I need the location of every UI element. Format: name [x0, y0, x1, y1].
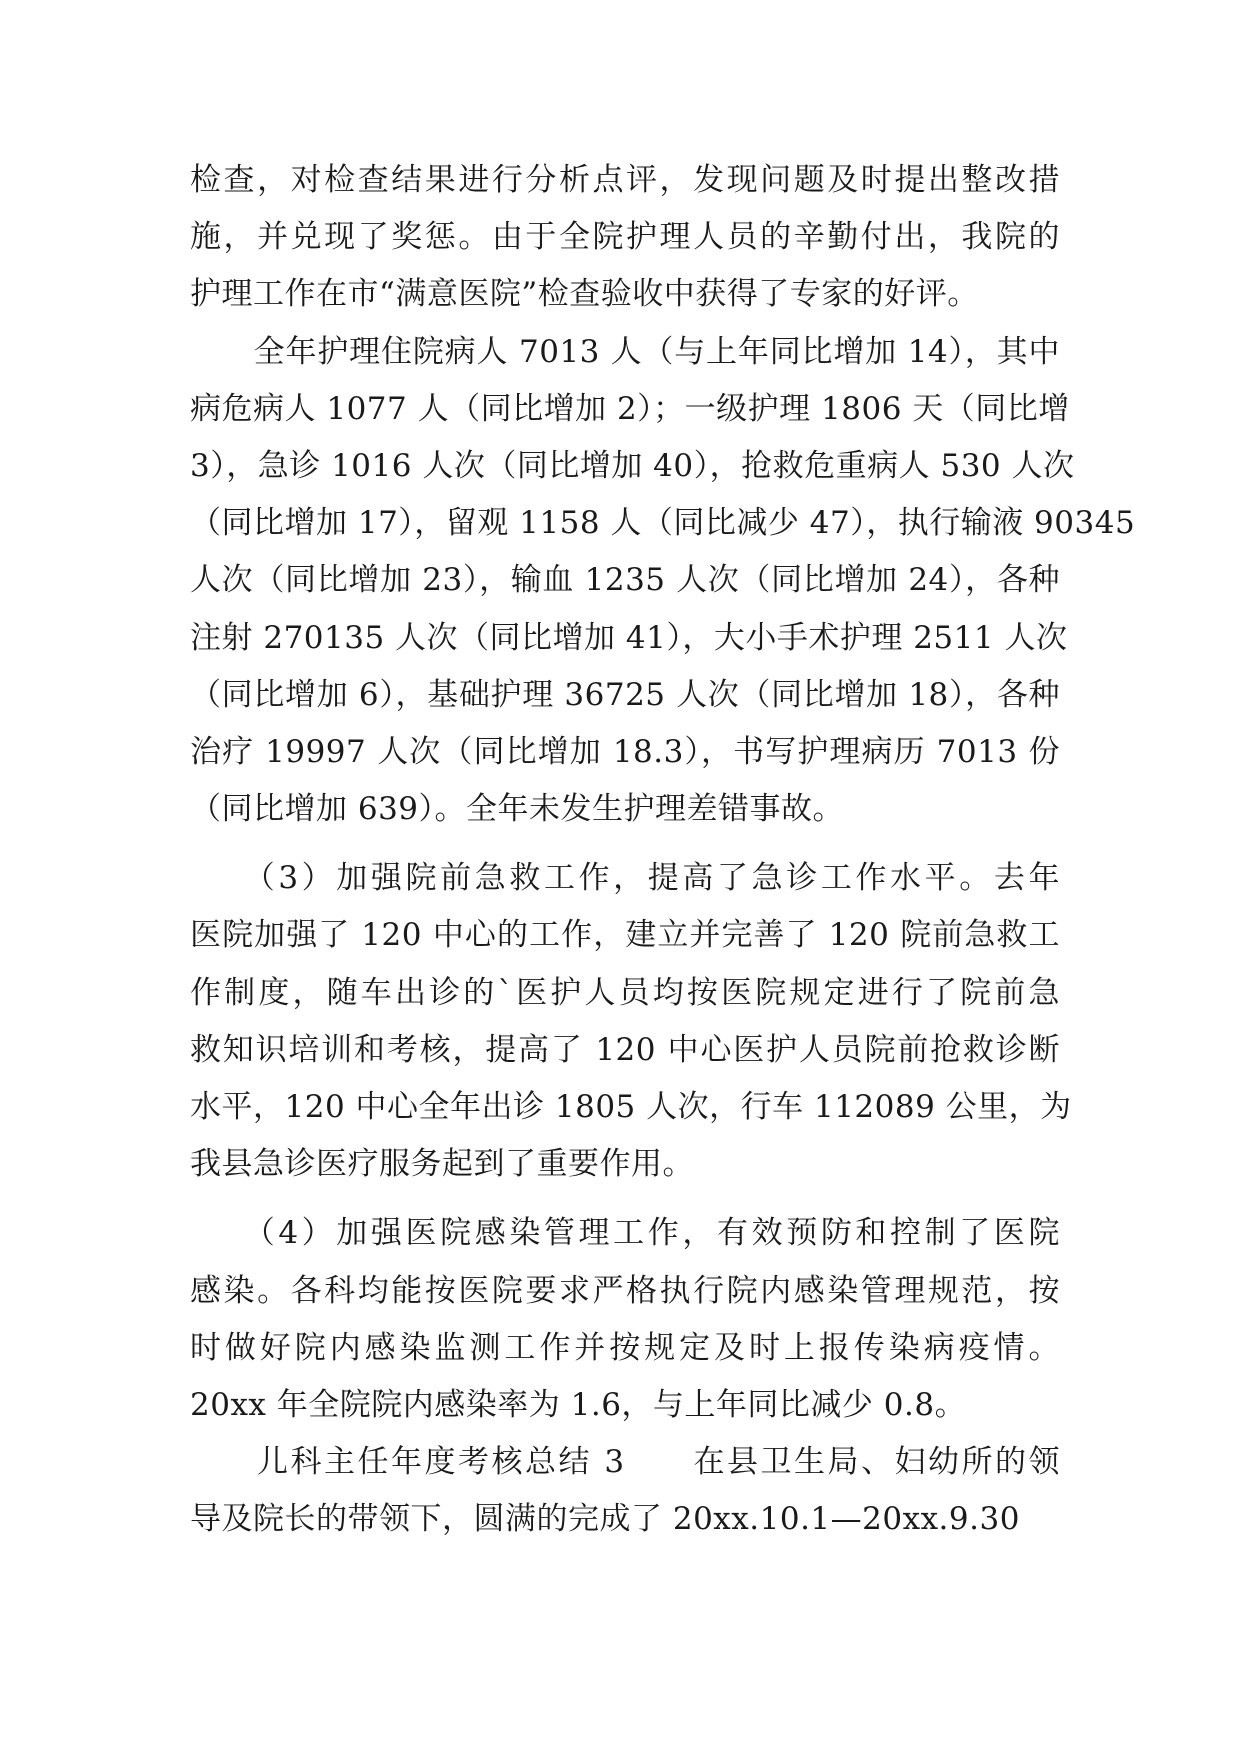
text-line: 3），急诊 1016 人次（同比增加 40），抢救危重病人 530 人次 — [190, 447, 1075, 484]
text-line: 儿科主任年度考核总结 3 在县卫生局、妇幼所的领 — [190, 1444, 1060, 1481]
text-line: 护理工作在市“满意医院”检查验收中获得了专家的好评。 — [190, 276, 979, 313]
text-line: 全年护理住院病人 7013 人（与上年同比增加 14），其中 — [190, 333, 1060, 370]
text-line: 医院加强了 120 中心的工作，建立并完善了 120 院前急救工 — [190, 917, 1060, 954]
text-line: 检查，对检查结果进行分析点评，发现问题及时提出整改措 — [190, 162, 1060, 198]
paragraph-2 — [190, 324, 1136, 839]
text-line: 治疗 19997 人次（同比增加 18.3），书写护理病历 7013 份 — [190, 733, 1060, 770]
paragraph-3 — [190, 850, 1072, 1193]
paragraph-spacer — [190, 1193, 1060, 1205]
text-line: （同比增加 639）。全年未发生护理差错事故。 — [190, 791, 845, 828]
text-line: 作制度，随车出诊的`医护人员均按医院规定进行了院前急 — [190, 974, 1060, 1011]
text-line: 人次（同比增加 23），输血 1235 人次（同比增加 24），各种 — [190, 562, 1060, 599]
text-line: 感染。各科均能按医院要求严格执行院内感染管理规范，按 — [190, 1272, 1060, 1309]
text-line: （4）加强医院感染管理工作，有效预防和控制了医院 — [190, 1215, 1060, 1252]
text-line: 施，并兑现了奖惩。由于全院护理人员的辛勤付出，我院的 — [190, 219, 1060, 256]
text-line: 时做好院内感染监测工作并按规定及时上报传染病疫情。 — [190, 1329, 1060, 1366]
text-line: 20xx 年全院院内感染率为 1.6，与上年同比减少 0.8。 — [190, 1386, 967, 1423]
paragraph-spacer — [190, 838, 1060, 850]
text-line: 我县急诊医疗服务起到了重要作用。 — [190, 1146, 694, 1183]
text-line: 病危病人 1077 人（同比增加 2）；一级护理 1806 天（同比增 — [190, 390, 1070, 427]
text-line: （同比增加 17），留观 1158 人（同比减少 47），执行输液 90345 — [190, 505, 1136, 542]
paragraph-5 — [190, 1434, 1060, 1548]
text-line: 水平，120 中心全年出诊 1805 人次，行车 112089 公里，为 — [190, 1089, 1072, 1125]
text-line: 注射 270135 人次（同比增加 41），大小手术护理 2511 人次 — [190, 619, 1068, 656]
text-line: 导及院长的带领下，圆满的完成了 20xx.10.1—20xx.9.30 — [190, 1501, 1020, 1538]
document-body — [190, 152, 1136, 1549]
paragraph-1 — [190, 152, 1060, 324]
text-line: （3）加强院前急救工作，提高了急诊工作水平。去年 — [190, 860, 1060, 897]
text-line: （同比增加 6），基础护理 36725 人次（同比增加 18），各种 — [190, 676, 1060, 713]
paragraph-4 — [190, 1205, 1060, 1434]
text-line: 救知识培训和考核，提高了 120 中心医护人员院前抢救诊断 — [190, 1031, 1060, 1068]
